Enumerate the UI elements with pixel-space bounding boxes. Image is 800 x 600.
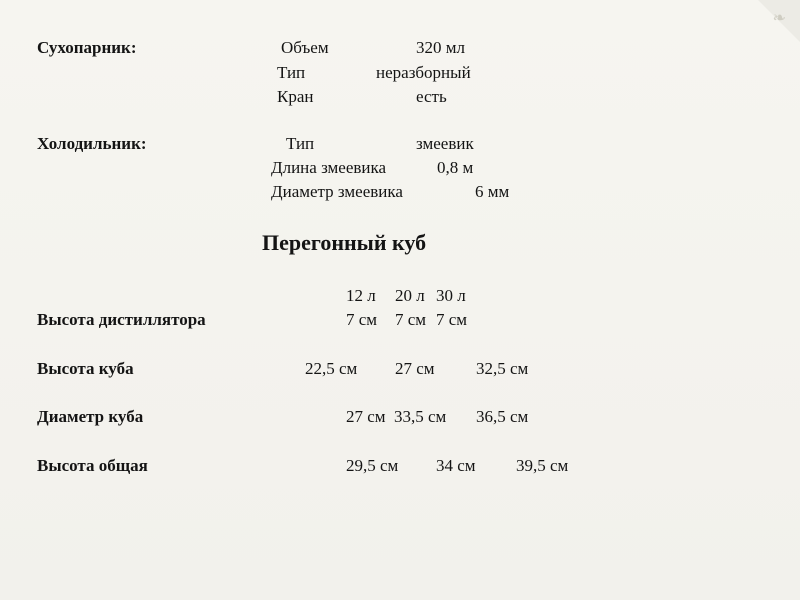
row-distillate-height-20l: 7 см (395, 310, 427, 329)
condenser-label: Холодильник: (37, 134, 147, 153)
row-total-height-30l: 39,5 см (516, 456, 569, 475)
row-total-height-20l: 34 см (436, 456, 476, 475)
still-column-12l: 12 л (346, 286, 376, 305)
condenser-coil-length-value: 0,8 м (437, 158, 474, 177)
row-tank-height-20l: 27 см (395, 359, 435, 378)
row-distillate-height-12l: 7 см (346, 310, 378, 329)
condenser-coil-diameter-name: Диаметр змеевика (271, 182, 403, 201)
row-tank-diameter-12l: 27 см (346, 407, 386, 426)
steam-dryer-label: Сухопарник: (37, 38, 137, 57)
row-tank-diameter-label: Диаметр куба (37, 407, 144, 426)
steam-dryer-type-value: неразборный (376, 63, 471, 82)
row-distillate-height-label: Высота дистиллятора (37, 310, 206, 329)
row-total-height-12l: 29,5 см (346, 456, 399, 475)
row-distillate-height-30l: 7 см (436, 310, 468, 329)
row-tank-height-12l: 22,5 см (305, 359, 358, 378)
row-tank-height-label: Высота куба (37, 359, 134, 378)
slide-corner-icon (750, 0, 800, 42)
steam-dryer-type-name: Тип (277, 63, 306, 82)
row-tank-diameter-20l: 33,5 см (394, 407, 447, 426)
corner-mark-icon: ❧ (772, 8, 786, 27)
steam-dryer-valve-name: Кран (277, 87, 314, 106)
row-total-height-label: Высота общая (37, 456, 148, 475)
condenser-coil-length-name: Длина змеевика (271, 158, 387, 177)
condenser-type-name: Тип (286, 134, 315, 153)
condenser-coil-diameter-value: 6 мм (475, 182, 510, 201)
steam-dryer-volume-value: 320 мл (416, 38, 465, 57)
steam-dryer-valve-value: есть (416, 87, 447, 106)
condenser-type-value: змеевик (416, 134, 474, 153)
still-title: Перегонный куб (262, 230, 427, 255)
row-tank-height-30l: 32,5 см (476, 359, 529, 378)
steam-dryer-volume-name: Объем (281, 38, 329, 57)
still-column-30l: 30 л (436, 286, 466, 305)
still-column-20l: 20 л (395, 286, 425, 305)
row-tank-diameter-30l: 36,5 см (476, 407, 529, 426)
